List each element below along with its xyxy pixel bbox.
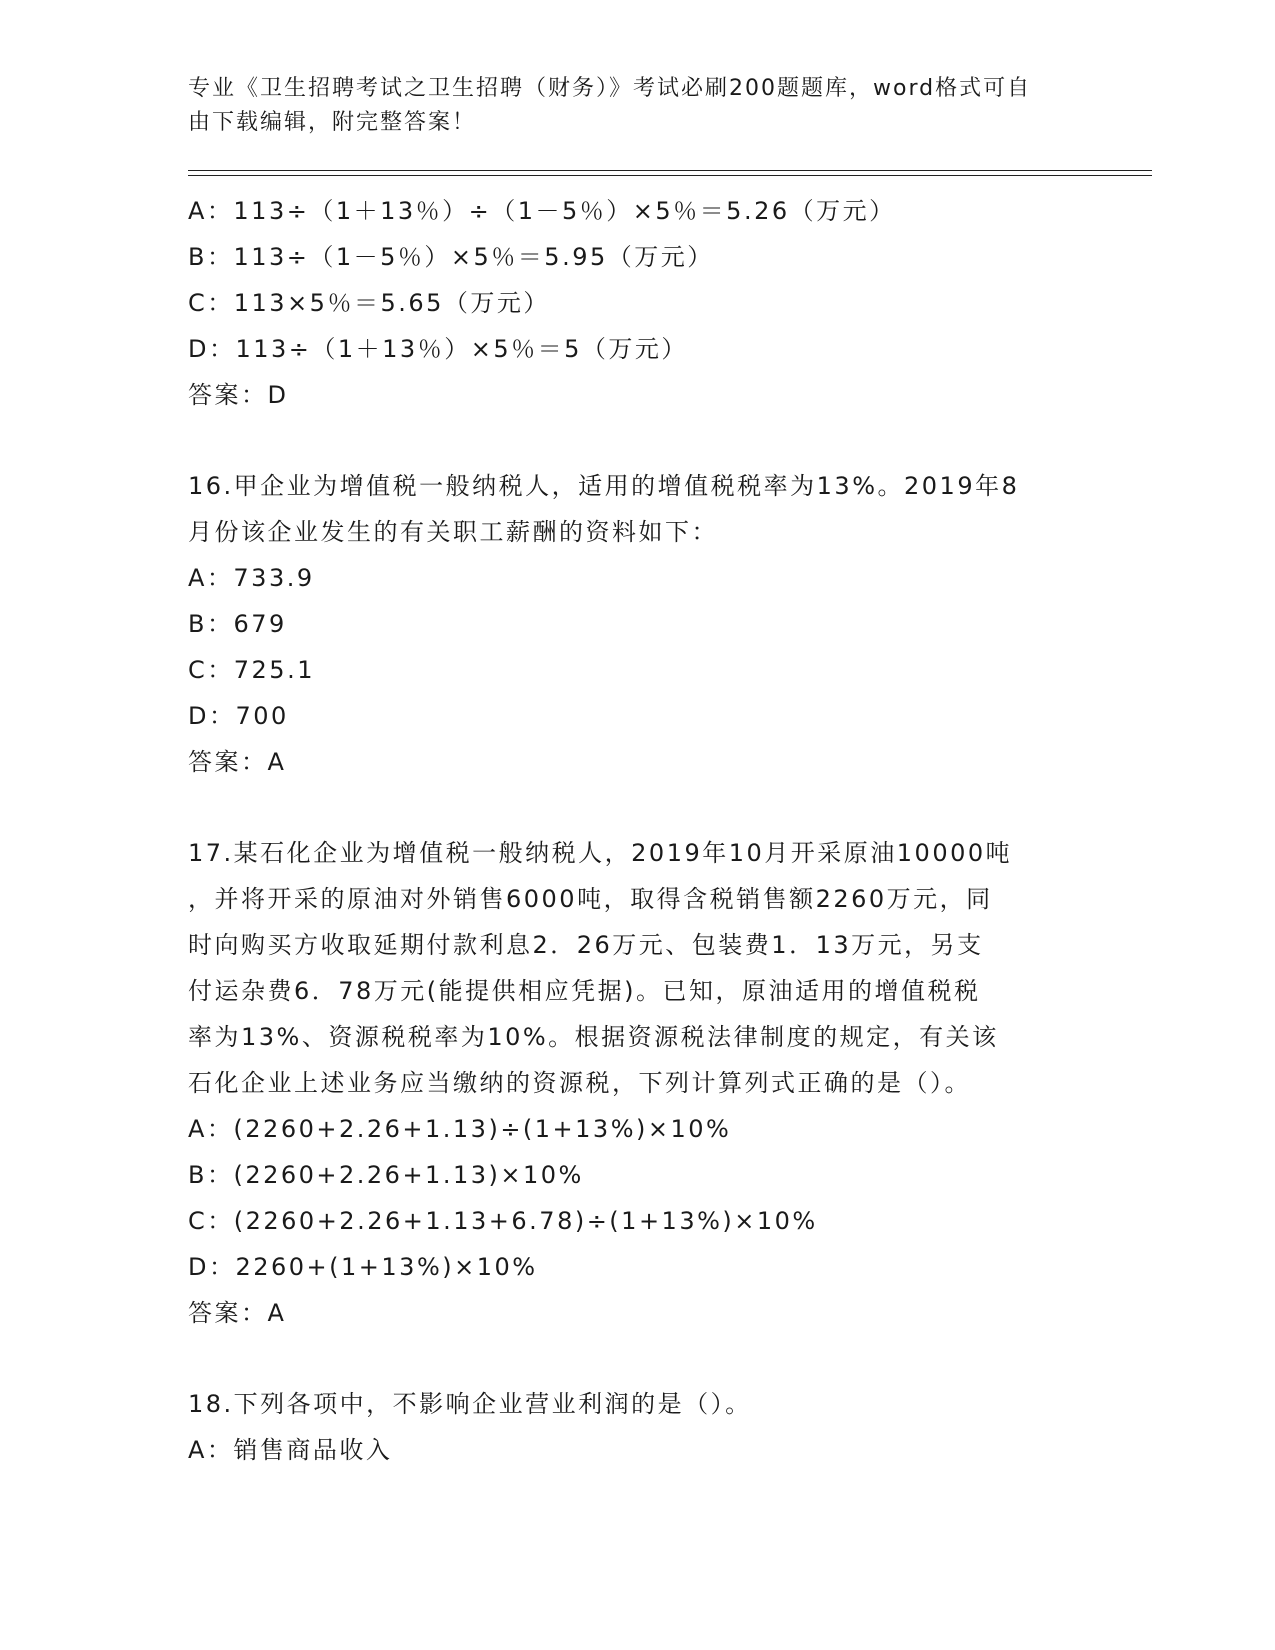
- option-d: D：2260+(1+13%)×10%: [188, 1253, 538, 1281]
- question-15-block: [188, 188, 1088, 418]
- question-17-block: [188, 830, 1088, 1336]
- option-b: B：679: [188, 610, 287, 638]
- question-stem-line: 时向购买方收取延期付款利息2．26万元、包装费1．13万元，另支: [188, 931, 984, 959]
- question-stem-line: 月份该企业发生的有关职工薪酬的资料如下：: [188, 518, 718, 546]
- header-divider-top: [188, 170, 1152, 171]
- option-a: A：113÷（1＋13％）÷（1－5％）×5％＝5.26（万元）: [188, 197, 896, 225]
- option-c: C：(2260+2.26+1.13+6.78)÷(1+13%)×10%: [188, 1207, 818, 1235]
- option-b: B：(2260+2.26+1.13)×10%: [188, 1161, 584, 1189]
- header-line-1: 专业《卫生招聘考试之卫生招聘（财务）》考试必刷200题题库，word格式可自: [188, 76, 1032, 101]
- question-18-block: [188, 1381, 1088, 1473]
- header-line-2: 由下载编辑，附完整答案！: [188, 110, 477, 135]
- option-d: D：700: [188, 702, 289, 730]
- question-stem-line: 18.下列各项中，不影响企业营业利润的是（）。: [188, 1390, 752, 1418]
- option-a: A：销售商品收入: [188, 1436, 393, 1464]
- option-a: A：(2260+2.26+1.13)÷(1+13%)×10%: [188, 1115, 732, 1143]
- question-stem-line: 16.甲企业为增值税一般纳税人，适用的增值税税率为13%。2019年8: [188, 472, 1020, 500]
- option-c: C：725.1: [188, 656, 315, 684]
- question-stem-line: 17.某石化企业为增值税一般纳税人，2019年10月开采原油10000吨: [188, 839, 1013, 867]
- question-stem-line: 付运杂费6．78万元(能提供相应凭据)。已知，原油适用的增值税税: [188, 977, 981, 1005]
- option-b: B：113÷（1－5％）×5％＝5.95（万元）: [188, 243, 714, 271]
- answer: 答案：D: [188, 381, 289, 409]
- header-divider-bottom: [188, 175, 1152, 176]
- option-a: A：733.9: [188, 564, 315, 592]
- question-16-block: [188, 463, 1088, 785]
- document-header: [188, 72, 1088, 140]
- question-stem-line: ，并将开采的原油对外销售6000吨，取得含税销售额2260万元，同: [188, 885, 993, 913]
- question-stem-line: 率为13%、资源税税率为10%。根据资源税法律制度的规定，有关该: [188, 1023, 999, 1051]
- answer: 答案：A: [188, 1299, 287, 1327]
- answer: 答案：A: [188, 748, 287, 776]
- document-body: [188, 188, 1088, 1473]
- question-stem-line: 石化企业上述业务应当缴纳的资源税，下列计算列式正确的是（）。: [188, 1069, 971, 1097]
- option-d: D：113÷（1＋13％）×5％＝5（万元）: [188, 335, 688, 363]
- option-c: C：113×5％＝5.65（万元）: [188, 289, 550, 317]
